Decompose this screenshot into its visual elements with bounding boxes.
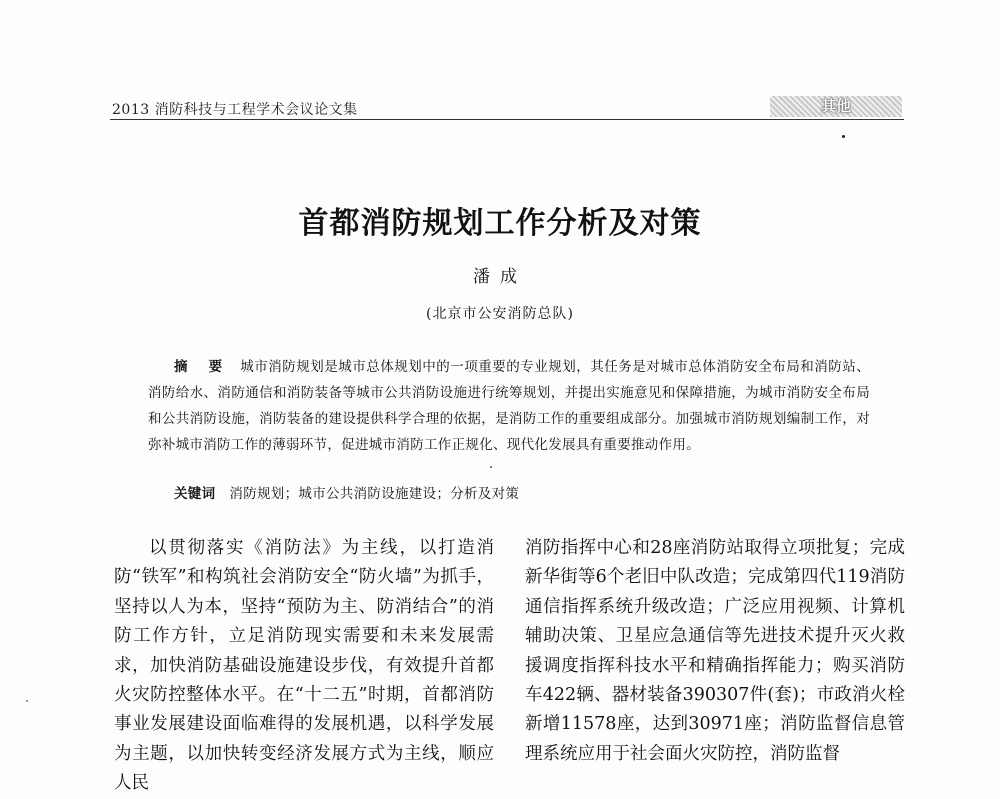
scan-speck <box>490 466 492 468</box>
keywords-text: 消防规划；城市公共消防设施建设；分析及对策 <box>229 486 520 502</box>
abstract <box>148 354 870 458</box>
author-name: 潘成 <box>473 267 527 287</box>
keywords <box>174 482 874 502</box>
header-rule <box>110 119 904 120</box>
body-paragraph: 消防指挥中心和28座消防站取得立项批复；完成新华街等6个老旧中队改造；完成第四代119消防通信指挥系统升级改造；广泛应用视频、计算机辅助决策、卫星应急通信等先进技术提升灭火救援调度指挥科技水平和精确指挥能力；购买消防车422辆、器材装备390307件(套)；市政消火栓新增11578座，达到30971座；消防监督信息管理系统应用于社会面火灾防控，消防监督 <box>525 538 905 764</box>
paper-title: 首都消防规划工作分析及对策 <box>298 206 702 241</box>
keywords-label: 关键词 <box>174 486 216 502</box>
body-paragraph: 以贯彻落实《消防法》为主线，以打造消防“铁军”和构筑社会消防安全“防火墙”为抓手，坚持以人为本，坚持“预防为主、防消结合”的消防工作方针，立足消防现实需要和未来发展需求，加快消防基础设施建设步伐，有效提升首都火灾防控整体水平。在“十二五”时期，首都消防事业发展建设面临难得的发展机遇，以科学发展为主题，以加快转变经济发展方式为主线，顺应人民 <box>114 538 494 794</box>
body-right-column <box>525 534 905 764</box>
running-head: 2013 消防科技与工程学术会议论文集 <box>112 102 358 118</box>
section-tab: 其他 <box>770 96 902 117</box>
abstract-label: 摘 要 <box>174 359 231 375</box>
abstract-text: 城市消防规划是城市总体规划中的一项重要的专业规划，其任务是对城市总体消防安全布局和消防站、消防给水、消防通信和消防装备等城市公共消防设施进行统筹规划，并提出实施意见和保障措施，为城市消防安全布局和公共消防设施，消防装备的建设提供科学合理的依据，是消防工作的重要组成部分。加强城市消防规划编制工作，对弥补城市消防工作的薄弱环节，促进城市消防工作正规化、现代化发展具有重要推动作用。 <box>148 359 870 453</box>
author-affiliation: (北京市公安消防总队) <box>426 306 574 322</box>
body-left-column <box>114 534 494 794</box>
scan-speck <box>26 700 28 702</box>
scan-speck <box>842 135 845 138</box>
